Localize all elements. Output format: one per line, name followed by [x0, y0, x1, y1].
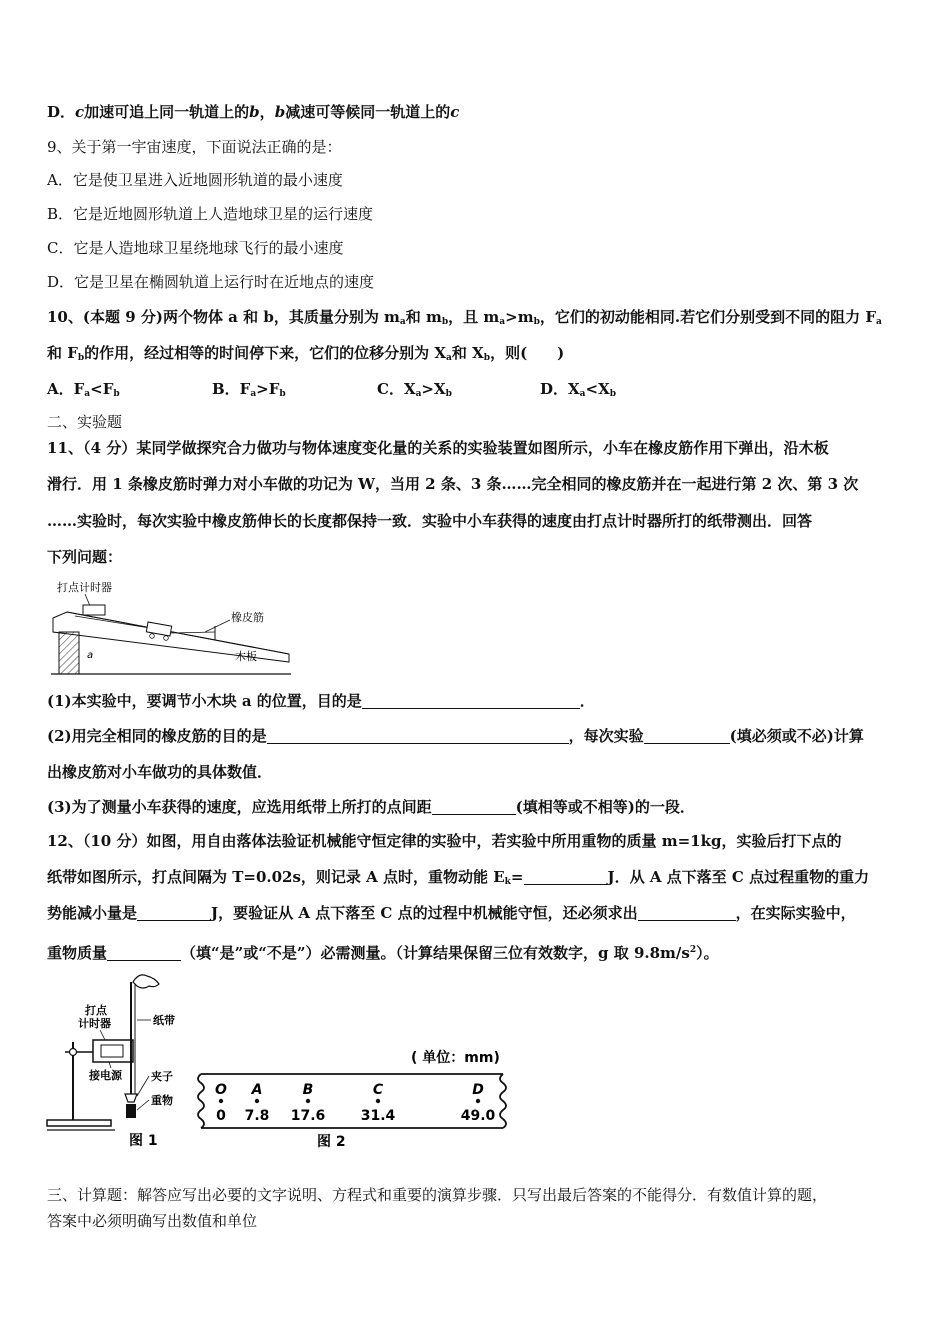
text: <F — [90, 380, 114, 398]
answer-blank[interactable] — [432, 800, 516, 815]
leader-line — [85, 594, 90, 606]
q12-line3 — [47, 903, 856, 923]
wooden-block-a — [59, 632, 79, 674]
tape-point-label: A — [251, 1082, 263, 1098]
option-label: D． — [47, 103, 76, 121]
subscript: b — [533, 317, 540, 327]
q10-stem-line2 — [47, 343, 564, 368]
q11-line2: 滑行．用 1 条橡皮筋时弹力对小车做的功记为 W，当用 2 条、3 条……完全相同的橡皮筋并在一起进行第 2 次、第 3 次 — [47, 475, 859, 493]
text: (3)为了测量小车获得的速度，应选用纸带上所打的点间距 — [47, 798, 432, 816]
clip-icon — [125, 1094, 137, 1102]
text: B．F — [212, 380, 251, 398]
leader-line — [137, 1076, 149, 1096]
tape-point-value: 31.4 — [360, 1108, 396, 1124]
text: A．F — [47, 380, 85, 398]
subscript: b — [113, 389, 120, 399]
weight-icon — [126, 1104, 136, 1118]
answer-blank[interactable] — [362, 694, 580, 709]
subscript: a — [250, 389, 257, 399]
q11-part3 — [47, 797, 695, 817]
wheel-icon — [164, 636, 169, 641]
timer-label-line2: 计时器 — [78, 1017, 111, 1030]
q9-option-a: A．它是使卫星进入近地圆形轨道的最小速度 — [47, 171, 343, 189]
subscript: a — [84, 389, 91, 399]
q10-option-b — [212, 379, 286, 404]
q12-line4 — [47, 940, 719, 963]
unit-label: ( 单位：mm) — [411, 1050, 500, 1066]
text: ，在实际实验中， — [735, 904, 856, 922]
subscript: b — [483, 353, 491, 363]
q9-option-d: D．它是卫星在椭圆轨道上运行时在近地点的速度 — [47, 273, 375, 291]
tape-dot — [306, 1099, 310, 1103]
text: 势能减小量是 — [47, 904, 138, 922]
subscript: k — [504, 877, 511, 887]
text: （填“是”或“不是”）必需测量。（计算结果保留三位有效数字，g 取 9.8m/s — [181, 944, 690, 962]
text: ）。 — [696, 944, 719, 962]
text: 重物质量 — [47, 944, 108, 962]
clamp-knob — [70, 1049, 77, 1056]
text: 和 X — [451, 344, 484, 362]
subscript: a — [875, 317, 882, 327]
q9-option-c: C．它是人造地球卫星绕地球飞行的最小速度 — [47, 239, 344, 257]
q11-line3: ……实验时，每次实验中橡皮筋伸长的长度都保持一致．实验中小车获得的速度由打点计时器所打的纸带测出．回答 — [47, 512, 813, 530]
answer-blank[interactable] — [524, 870, 608, 885]
answer-blank[interactable] — [137, 906, 211, 921]
text: >m — [505, 308, 534, 326]
text: >F — [256, 380, 280, 398]
q12-line1: 12、（10 分）如图，用自由落体法验证机械能守恒定律的实验中，若实验中所用重物的质量 m=1kg，实验后打下点的 — [47, 832, 842, 850]
subscript: b — [609, 389, 617, 399]
text: 减速可等候同一轨道上的 — [285, 103, 451, 121]
q11-part2-line2: 出橡皮筋对小车做功的具体数值． — [47, 763, 273, 781]
text: <X — [585, 380, 610, 398]
q9-stem: 9、关于第一宇宙速度，下面说法正确的是： — [47, 138, 342, 156]
leader-line — [205, 620, 230, 632]
text: (2)用完全相同的橡皮筋的目的是 — [47, 727, 267, 745]
tape-points-group — [215, 1082, 495, 1124]
text: 纸带如图所示，打点间隔为 T=0.02s，则记录 A 点时，重物动能 E — [47, 868, 505, 886]
text: 的作用，经过相等的时间停下来，它们的位移分别为 X — [84, 344, 447, 362]
text: ，每次实验 — [568, 727, 644, 745]
text: (1)本实验中，要调节小木块 a 的位置，目的是 — [47, 692, 362, 710]
var-c: c — [75, 103, 85, 121]
clip-label: 夹子 — [151, 1070, 173, 1083]
q12-line2 — [47, 867, 869, 892]
tape-point-value: 7.8 — [244, 1108, 270, 1124]
leader-line — [109, 1062, 111, 1068]
answer-blank[interactable] — [638, 906, 736, 921]
answer-blank[interactable] — [107, 946, 181, 961]
tape-dot — [255, 1099, 259, 1103]
paper-tape-figure — [195, 1040, 520, 1152]
tape-dot — [476, 1099, 480, 1103]
rubber-band — [171, 632, 215, 633]
text: (填必须或不必)计算 — [729, 727, 864, 745]
text: = — [510, 868, 524, 886]
text: 加速可追上同一轨道上的 — [84, 103, 250, 121]
q10-option-d — [540, 379, 616, 404]
tape-dot — [219, 1099, 223, 1103]
q10-stem-line1 — [47, 307, 882, 332]
subscript: b — [77, 353, 85, 363]
text: 10、(本题 9 分)两个物体 a 和 b，其质量分别为 m — [47, 308, 400, 326]
q8-option-d — [47, 102, 459, 122]
subscript: b — [441, 317, 449, 327]
text: ，则( ) — [490, 344, 565, 362]
tape-left-tear — [198, 1074, 204, 1128]
text: ， — [259, 103, 275, 121]
section-3-line2: 答案中必须明确写出数值和单位 — [47, 1212, 258, 1230]
tape-point-value: 49.0 — [460, 1108, 496, 1124]
timer-label-line1: 打点 — [85, 1004, 107, 1017]
answer-blank[interactable] — [644, 729, 730, 744]
tape-right-tear — [500, 1074, 506, 1128]
hand-icon — [133, 975, 159, 988]
q11-line1: 11、（4 分）某同学做探究合力做功与物体速度变化量的关系的实验装置如图所示，小车在橡皮筋作用下弹出，沿木板 — [47, 439, 829, 457]
tape-point-value: 0 — [216, 1108, 226, 1124]
text: ． — [579, 692, 595, 710]
figure-1-caption: 图 1 — [129, 1133, 158, 1149]
subscript: a — [415, 389, 422, 399]
board-label: 木板 — [235, 650, 257, 663]
q11-line4: 下列问题： — [47, 548, 123, 566]
subscript: b — [279, 389, 286, 399]
free-fall-apparatus-figure — [45, 972, 195, 1152]
q10-option-a — [47, 379, 120, 404]
subscript: a — [446, 353, 452, 363]
tape-dot — [376, 1099, 380, 1103]
tape-point-label: C — [372, 1082, 384, 1098]
text: D．X — [540, 380, 580, 398]
tape-label: 纸带 — [153, 1014, 175, 1027]
tape-point-value: 17.6 — [290, 1108, 326, 1124]
q9-option-b: B．它是近地圆形轨道上人造地球卫星的运行速度 — [47, 205, 374, 223]
text: C．X — [377, 380, 416, 398]
text: 和 m — [405, 308, 442, 326]
stand-base — [47, 1120, 111, 1126]
section-2-heading: 二、实验题 — [47, 413, 123, 431]
leader-line — [100, 1030, 105, 1040]
text: >X — [421, 380, 446, 398]
timer-icon — [93, 1040, 133, 1062]
q11-part1 — [47, 691, 595, 711]
subscript: a — [399, 317, 406, 327]
subscript: a — [499, 317, 506, 327]
figure-2-caption: 图 2 — [317, 1134, 346, 1150]
text: J．从 A 点下落至 C 点过程重物的重力 — [607, 868, 870, 886]
text: ，它们的初动能相同.若它们分别受到不同的阻力 F — [539, 308, 876, 326]
block-label-a: a — [87, 650, 94, 661]
answer-blank[interactable] — [267, 729, 569, 744]
q10-option-c — [377, 379, 452, 404]
text: (填相等或不相等)的一段． — [515, 798, 695, 816]
text: ，且 m — [448, 308, 500, 326]
rubber-band-label: 橡皮筋 — [231, 611, 264, 624]
q11-part2 — [47, 726, 864, 746]
tape-point-label: D — [472, 1082, 484, 1098]
wheel-icon — [150, 634, 155, 639]
tape-point-label: B — [302, 1082, 314, 1098]
incline-apparatus-figure — [45, 576, 295, 678]
var-b: b — [274, 103, 286, 121]
timer-icon — [83, 605, 105, 615]
leader-line — [137, 1100, 149, 1110]
subscript: a — [579, 389, 586, 399]
subscript: b — [445, 389, 452, 399]
timer-label: 打点计时器 — [57, 581, 112, 594]
superscript: 2 — [689, 945, 697, 955]
text: J，要验证从 A 点下落至 C 点的过程中机械能守恒，还必须求出 — [211, 904, 638, 922]
tape-point-label: O — [215, 1082, 227, 1098]
power-label: 接电源 — [89, 1069, 122, 1082]
var-b: b — [249, 103, 260, 121]
var-c: c — [450, 103, 460, 121]
section-3-line1: 三、计算题：解答应写出必要的文字说明、方程式和重要的演算步骤．只写出最后答案的不能得分．有数值计算的题， — [47, 1186, 828, 1204]
weight-label: 重物 — [151, 1094, 173, 1107]
text: 和 F — [47, 344, 78, 362]
